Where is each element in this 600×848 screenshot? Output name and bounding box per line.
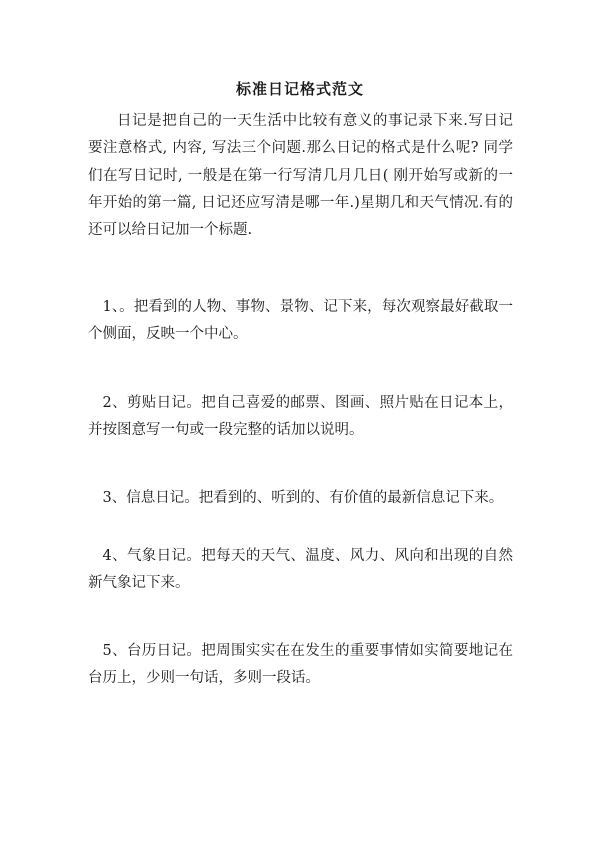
document-title: 标准日记格式范文 xyxy=(235,80,364,98)
list-item-3: 3、信息日记。把看到的、听到的、有价值的最新信息记下来。 xyxy=(102,490,504,506)
list-item-4: 4、气象日记。把每天的天气、温度、风力、风向和出现的自然新气象记下来。 xyxy=(88,548,513,592)
intro-paragraph: 日记是把自己的一天生活中比较有意义的事记录下来.写日记要注意格式, 内容, 写法三个问题.那么日记的格式是什么呢? 同学们在写日记时, 一般是在第一行写清几月几日( 刚开始写或新的一年开始的第一篇, 日记还应写清是哪一年.)星期几和天气情况.有的还可以给日记加一个标题. xyxy=(88,113,513,239)
list-item-2: 2、剪贴日记。把自己喜爱的邮票、图画、照片贴在日记本上，并按图意写一句或一段完整的话加以说明。 xyxy=(88,395,513,439)
list-item-1: 1、。把看到的人物、事物、景物、记下来，每次观察最好截取一个侧面，反映一个中心。 xyxy=(88,299,513,343)
list-item-5: 5、台历日记。把周围实实在在发生的重要事情如实简要地记在台历上，少则一句话，多则一段话。 xyxy=(88,643,513,687)
